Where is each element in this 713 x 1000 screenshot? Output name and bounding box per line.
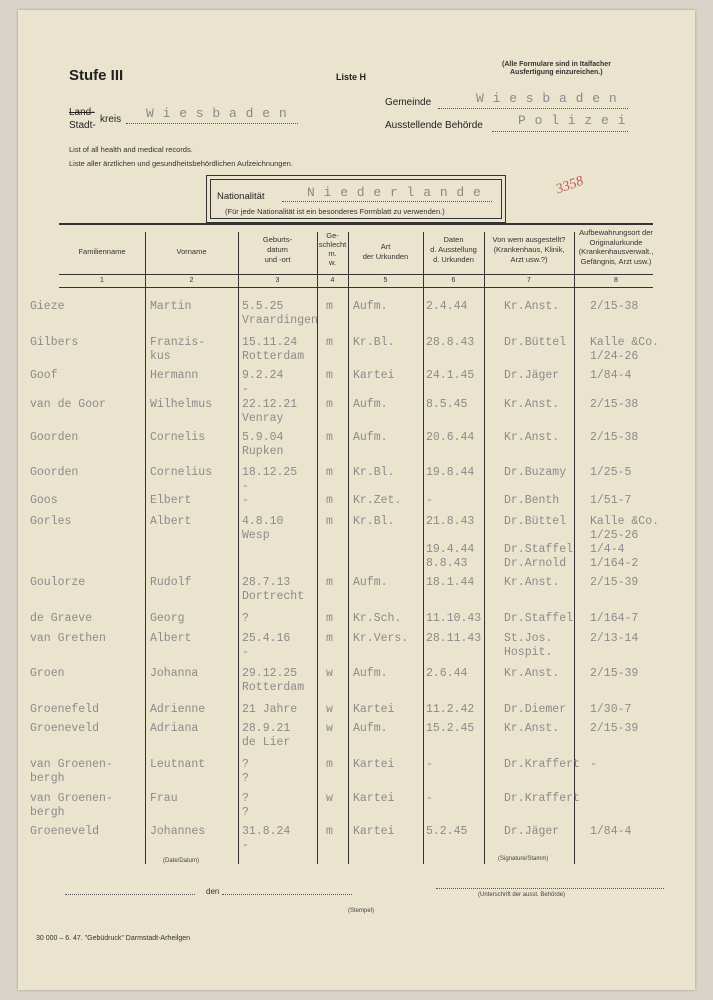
behoerde-label: Ausstellende Behörde [385,120,483,131]
cell-geb: 5.9.04 Rupken [242,431,284,458]
cell-vor: Elbert [150,494,192,507]
col-header-daten: Daten d. Ausstellung d. Urkunden [430,235,477,264]
col-divider-5 [423,232,424,864]
nationality-box [206,175,506,223]
table-header-rule [59,274,653,275]
cell-vor: Cornelis [150,431,206,444]
cell-geb: 28.9.21 de Lier [242,722,291,749]
col-header-aufbewahrung: Aufbewahrungsort der Originalurkunde (Krankenhausverwalt., Gefängnis, Arzt usw.) [578,228,654,266]
cell-geb: 21 Jahre [242,703,298,716]
cell-von: Kr.Anst. [504,300,560,313]
cell-von: Kr.Anst. [504,431,560,444]
cell-art: Aufm. [353,398,388,411]
nationality-label: Nationalität [217,191,265,202]
gemeinde-value: W i e s b a d e n [476,91,618,106]
date-line [222,886,352,895]
cell-geb: 15.11.24 Rotterdam [242,336,305,363]
cell-von: Kr.Anst. [504,667,560,680]
den-label: den [206,887,220,896]
cell-von: Dr.Staffel [504,612,574,625]
cell-vor: Johanna [150,667,199,680]
cell-dat: 2.6.44 [426,667,468,680]
cell-fam: Gieze [30,300,65,313]
cell-vor: Adriana [150,722,199,735]
print-info: 30 000 – 6. 47. "Gebüdruck" Darmstadt-Arheilgen [36,935,190,942]
cell-vor: Albert [150,632,192,645]
col-divider-4 [348,232,349,864]
cell-art: Aufm. [353,576,388,589]
cell-geb: 31.8.24 - [242,825,291,852]
cell-geb: ? ? [242,792,249,819]
cell-fam: Groen [30,667,65,680]
kreis-label: kreis [100,114,122,125]
cell-auf: 2/15-39 [590,667,639,680]
behoerde-value: P o l i z e i [518,113,626,128]
place-line [65,886,195,895]
cell-g: w [326,667,333,680]
cell-g: m [326,494,333,507]
nationality-value: N i e d e r l a n d e [307,185,482,200]
signature-label: (Signature/Stamm) [498,856,549,862]
cell-geb: ? [242,612,249,625]
cell-geb: 28.7.13 Dortrecht [242,576,305,603]
cell-auf: 1/164-7 [590,612,639,625]
cell-auf: 1/51-7 [590,494,632,507]
cell-auf: 2/15-39 [590,722,639,735]
cell-fam: Groeneveld [30,825,100,838]
cell-von: Kr.Anst. [504,722,560,735]
nationality-note: (Für jede Nationalität ist ein besonderes Formblatt zu verwenden.) [225,207,445,216]
cell-art: Kr.Zet. [353,494,402,507]
col-header-vorname: Vorname [176,247,207,256]
kreis-value: W i e s b a d e n [146,106,288,121]
cell-dat: 20.6.44 [426,431,475,444]
col-num-3: 3 [275,277,280,284]
table-number-rule [59,287,653,288]
cell-art: Kartei [353,369,395,382]
cell-dat: - [426,494,433,507]
cell-dat: - [426,792,433,805]
cell-vor: Leutnant [150,758,206,771]
cell-g: m [326,431,333,444]
cell-geb: 5.5.25 Vraardingen [242,300,318,327]
cell-fam: Goof [30,369,58,382]
cell-g: m [326,612,333,625]
cell-vor: Hermann [150,369,199,382]
col-header-geschlecht: Ge- schlecht m. w. [318,231,347,267]
cell-dat: - [426,758,433,771]
cell-art: Kr.Bl. [353,336,395,349]
cell-vor: Franzis- kus [150,336,206,363]
cell-g: m [326,758,333,771]
cell-dat: 19.8.44 [426,466,475,479]
cell-auf: 2/15-38 [590,431,639,444]
cell-von: Dr.Büttel Dr.Staffel Dr.Arnold [504,515,574,570]
col-divider-6 [484,232,485,864]
cell-vor: Adrienne [150,703,206,716]
cell-fam: van de Goor [30,398,106,411]
table-top-rule [59,223,653,225]
signature-line [436,880,664,889]
cell-art: Aufm. [353,722,388,735]
cell-vor: Albert [150,515,192,528]
cell-fam: Goorden [30,431,79,444]
col-header-familienname: Familienname [78,247,126,256]
cell-dat: 2.4.44 [426,300,468,313]
handwritten-stamp: 3358 [554,173,586,198]
list-en: List of all health and medical records. [69,145,193,154]
cell-auf: 2/15-38 [590,300,639,313]
cell-art: Aufm. [353,667,388,680]
cell-g: m [326,825,333,838]
cell-vor: Martin [150,300,192,313]
cell-fam: de Graeve [30,612,93,625]
cell-dat: 28.11.43 [426,632,482,645]
cell-g: m [326,632,333,645]
col-header-art: Art der Urkunden [362,242,409,261]
cell-fam: Groeneveld [30,722,100,735]
cell-von: Dr.Büttel [504,336,567,349]
list-de: Liste aller ärztlichen und gesundheitsbehördlichen Aufzeichnungen. [69,159,293,168]
cell-geb: ? ? [242,758,249,785]
cell-art: Kr.Vers. [353,632,409,645]
cell-geb: 29.12.25 Rotterdam [242,667,305,694]
cell-geb: 9.2.24 - [242,369,284,396]
cell-von: Dr.Jäger [504,825,560,838]
col-divider-1 [145,232,146,864]
cell-von: Dr.Benth [504,494,560,507]
cell-geb: 25.4.16 - [242,632,291,659]
cell-auf: Kalle &Co. 1/25-26 1/4-4 1/164-2 [590,515,660,570]
cell-fam: Goorden [30,466,79,479]
cell-g: m [326,300,333,313]
cell-art: Kr.Bl. [353,515,395,528]
cell-art: Aufm. [353,300,388,313]
cell-von: Dr.Kraffert [504,792,580,805]
gemeinde-label: Gemeinde [385,97,432,108]
cell-von: Dr.Jäger [504,369,560,382]
col-num-4: 4 [330,277,335,284]
cell-auf: 1/84-4 [590,825,632,838]
cell-fam: Gilbers [30,336,79,349]
cell-auf: 1/30-7 [590,703,632,716]
cell-vor: Rudolf [150,576,192,589]
cell-dat: 15.2.45 [426,722,475,735]
cell-art: Kartei [353,825,395,838]
col-header-von-wem: Von wem ausgestellt? (Krankenhaus, Klinik, Arzt usw.?) [492,235,566,264]
cell-geb: - [242,494,249,507]
formulare-note-1: (Alle Formulare sind in Italfacher [502,61,611,68]
cell-dat: 21.8.43 19.4.44 8.8.43 [426,515,475,570]
cell-vor: Georg [150,612,185,625]
date-label: (Date/Datum) [163,858,200,864]
cell-geb: 18.12.25 - [242,466,298,493]
cell-g: w [326,703,333,716]
cell-art: Kartei [353,703,395,716]
cell-art: Kr.Bl. [353,466,395,479]
cell-fam: Groenefeld [30,703,100,716]
cell-von: Dr.Buzamy [504,466,567,479]
cell-vor: Johannes [150,825,206,838]
cell-art: Aufm. [353,431,388,444]
cell-art: Kartei [353,758,395,771]
cell-fam: van Grethen [30,632,106,645]
cell-fam: van Groenen- bergh [30,792,113,819]
form-page [18,10,695,990]
cell-auf: 2/13-14 [590,632,639,645]
cell-fam: van Groenen- bergh [30,758,113,785]
liste-title: Liste H [336,72,367,82]
cell-g: w [326,792,333,805]
cell-von: Dr.Kraffert [504,758,580,771]
col-num-1: 1 [100,277,104,284]
cell-dat: 8.5.45 [426,398,468,411]
cell-vor: Cornelius [150,466,213,479]
cell-auf: 1/84-4 [590,369,632,382]
cell-art: Kr.Sch. [353,612,402,625]
cell-g: w [326,722,333,735]
col-num-2: 2 [189,277,194,284]
cell-vor: Wilhelmus [150,398,213,411]
cell-dat: 28.8.43 [426,336,475,349]
cell-dat: 11.2.42 [426,703,475,716]
cell-von: Kr.Anst. [504,398,560,411]
col-num-5: 5 [383,277,388,284]
unterschrift-label: (Unterschrift der ausst. Behörde) [478,892,566,898]
cell-g: m [326,336,333,349]
cell-von: Dr.Diemer [504,703,567,716]
cell-fam: Goulorze [30,576,86,589]
stadt-label: Stadt- [69,120,96,131]
col-header-geburt: Geburts- datum und -ort [262,235,293,264]
land-label: Land- [69,107,95,118]
cell-von: Kr.Anst. [504,576,560,589]
col-num-7: 7 [527,277,531,284]
cell-auf: 1/25-5 [590,466,632,479]
cell-art: Kartei [353,792,395,805]
col-divider-2 [238,232,239,864]
cell-fam: Gorles [30,515,72,528]
formulare-note-2: Ausfertigung einzureichen.) [510,69,603,76]
cell-vor: Frau [150,792,178,805]
cell-geb: 4.8.10 Wesp [242,515,284,542]
cell-dat: 18.1.44 [426,576,475,589]
stufe-title: Stufe III [69,67,124,84]
cell-fam: Goos [30,494,58,507]
stempel-label: (Stempel) [348,908,375,914]
cell-dat: 11.10.43 [426,612,482,625]
cell-dat: 24.1.45 [426,369,475,382]
cell-g: m [326,369,333,382]
cell-g: m [326,576,333,589]
cell-auf: - [590,758,597,771]
cell-g: m [326,515,333,528]
cell-auf: 2/15-39 [590,576,639,589]
cell-dat: 5.2.45 [426,825,468,838]
col-num-8: 8 [614,277,618,284]
cell-g: m [326,398,333,411]
cell-auf: Kalle &Co. 1/24-26 [590,336,660,363]
cell-g: m [326,466,333,479]
cell-auf: 2/15-38 [590,398,639,411]
cell-geb: 22.12.21 Venray [242,398,298,425]
cell-von: St.Jos. Hospit. [504,632,553,659]
col-num-6: 6 [451,277,456,284]
